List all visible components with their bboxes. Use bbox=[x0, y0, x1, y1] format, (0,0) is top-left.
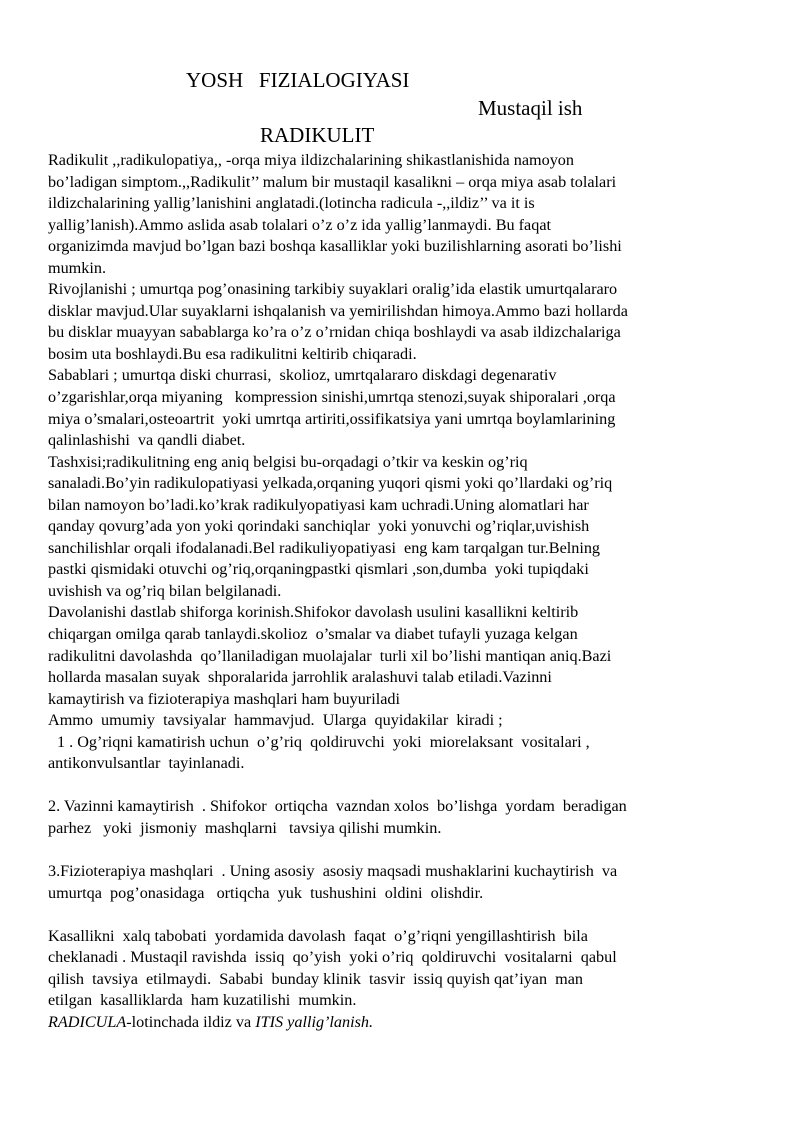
term-itis: ITIS yallig’lanish. bbox=[255, 1012, 374, 1031]
text-line: Radikulit ,,radikulopatiya,, -orqa miya ildizchalarining shikastlanishida namoyon bbox=[48, 151, 574, 169]
text-line: Rivojlanishi ; umurtqa pog’onasining tarkibiy suyaklari oralig’ida elastik umurtqalararo bbox=[48, 280, 618, 299]
text-line: ildizchalarining yallig’lanishini anglatadi.(lotincha radicula -,,ildiz’’ va it is bbox=[48, 194, 535, 213]
text-line: cheklanadi . Mustaqil ravishda issiq qo’yish yoki o’riq qoldiruvchi vositalarni qabul bbox=[48, 948, 617, 967]
term-radicula: RADICULA bbox=[48, 1012, 127, 1031]
text-line: kamaytirish va fizioterapiya mashqlari ham buyuriladi bbox=[48, 689, 400, 708]
text-line: Tashxisi;radikulitning eng aniq belgisi bu-orqadagi o’tkir va keskin og’riq bbox=[48, 452, 528, 471]
text-line: disklar mavjud.Ular suyaklarni ishqalanish va yemirilishdan himoya.Ammo bazi hollarda bbox=[48, 301, 628, 320]
text-line: pastki qismidaki otuvchi og’riq,orqaningpastki qismlari ,son,dumba yoki tupiqdaki bbox=[48, 560, 589, 579]
text-line: radikulitni davolashda qo’llaniladigan muolajalar turli xil bo’lishi mantiqan aniq.Bazi bbox=[48, 646, 612, 665]
blank-line bbox=[48, 840, 768, 862]
list-item-3: 3.Fizioterapiya mashqlari . Uning asosiy asosiy maqsadi mushaklarini kuchaytirish va bbox=[48, 862, 618, 881]
text-line: yallig’lanish).Ammo aslida asab tolalari o’z o’z ida yallig’lanmaydi. Bu faqat bbox=[48, 215, 552, 234]
text-line: sanchilishlar orqali ifodalanadi.Bel radikuliyopatiyasi eng kam tarqalgan tur.Belning bbox=[48, 538, 601, 557]
blank-line bbox=[48, 904, 768, 926]
text-line: bo’ladigan simptom.,,Radikulit’’ malum bir mustaqil kasalikni – orqa miya asab tolalari bbox=[48, 172, 617, 191]
text-line: uvishish va og’riq bilan belgilanadi. bbox=[48, 581, 282, 600]
text-line: hollarda masalan suyak shporalarida jarrohlik aralashuvi talab etiladi.Vazinni bbox=[48, 668, 552, 687]
body-text bbox=[48, 150, 768, 1033]
text-line: bosim uta boshlaydi.Bu esa radikulitni keltirib chiqaradi. bbox=[48, 344, 417, 363]
text-line: etilgan kasalliklarda ham kuzatilishi mumkin. bbox=[48, 991, 357, 1010]
document-title: YOSH FIZIALOGIYASI bbox=[186, 68, 410, 92]
text-line: sanaladi.Bo’yin radikulopatiyasi yelkada,orqaning yuqori qismi yoki qo’llardaki og’riq bbox=[48, 474, 613, 493]
blank-line bbox=[48, 775, 768, 797]
text-line: qanday qovurg’ada yon yoki qorindaki sanchiqlar yoki yonuvchi og’riqlar,uvishish bbox=[48, 517, 590, 536]
text-line: organizimda mavjud bo’lgan bazi boshqa kasalliklar yoki buzilishlarning asorati bo’lishi bbox=[48, 237, 622, 256]
text-line: miya o’smalari,osteoartrit yoki umrtqa artiriti,ossifikatsiya yani umrtqa boylamlarining bbox=[48, 409, 616, 428]
list-item-2: 2. Vazinni kamaytirish . Shifokor ortiqcha vazndan xolos bo’lishga yordam beradigan bbox=[48, 797, 627, 816]
text-line: Sabablari ; umurtqa diski churrasi, skolioz, umrtqalararo diskdagi degenarativ bbox=[48, 366, 557, 385]
text-line: bu disklar muayyan sabablarga ko’ra o’z o’rnidan chiqa boshlaydi va asab ildizchalariga bbox=[48, 323, 621, 342]
text-line: o’zgarishlar,orqa miyaning kompression sinishi,umrtqa stenozi,suyak shiporalari ,orqa bbox=[48, 388, 616, 407]
text-line: antikonvulsantlar tayinlanadi. bbox=[48, 754, 245, 773]
text-line: Davolanishi dastlab shiforga korinish.Shifokor davolash usulini kasallikni keltirib bbox=[48, 603, 579, 622]
text-line: Kasallikni xalq tabobati yordamida davolash faqat o’g’riqni yengillashtirish bila bbox=[48, 926, 588, 945]
footer-line bbox=[48, 1012, 768, 1034]
text-line: mumkin. bbox=[48, 258, 107, 277]
text-line: qalinlashishi va qandli diabet. bbox=[48, 431, 246, 450]
footer-text: -lotinchada ildiz va bbox=[126, 1012, 256, 1031]
text-line: Ammo umumiy tavsiyalar hammavjud. Ularga quyidakilar kiradi ; bbox=[48, 711, 503, 730]
text-line: parhez yoki jismoniy mashqlarni tavsiya qilishi mumkin. bbox=[48, 818, 442, 837]
list-item-1: 1 . Og’riqni kamatirish uchun o’g’riq qoldiruvchi yoki miorelaksant vositalari , bbox=[57, 732, 590, 751]
text-line: qilish tavsiya etilmaydi. Sababi bunday klinik tasvir issiq quyish qat’iyan man bbox=[48, 969, 584, 988]
text-line: bilan namoyon bo’ladi.ko’krak radikulyopatiyasi kam uchradi.Uning alomatlari har bbox=[48, 495, 589, 514]
text-line: umurtqa pog’onasidaga ortiqcha yuk tushushini oldini olishdir. bbox=[48, 883, 484, 902]
text-line: chiqargan omilga qarab tanlaydi.skolioz o’smalar va diabet tufayli yuzaga kelgan bbox=[48, 625, 578, 644]
section-heading: RADIKULIT bbox=[260, 123, 375, 147]
document-subtitle: Mustaqil ish bbox=[478, 96, 583, 120]
